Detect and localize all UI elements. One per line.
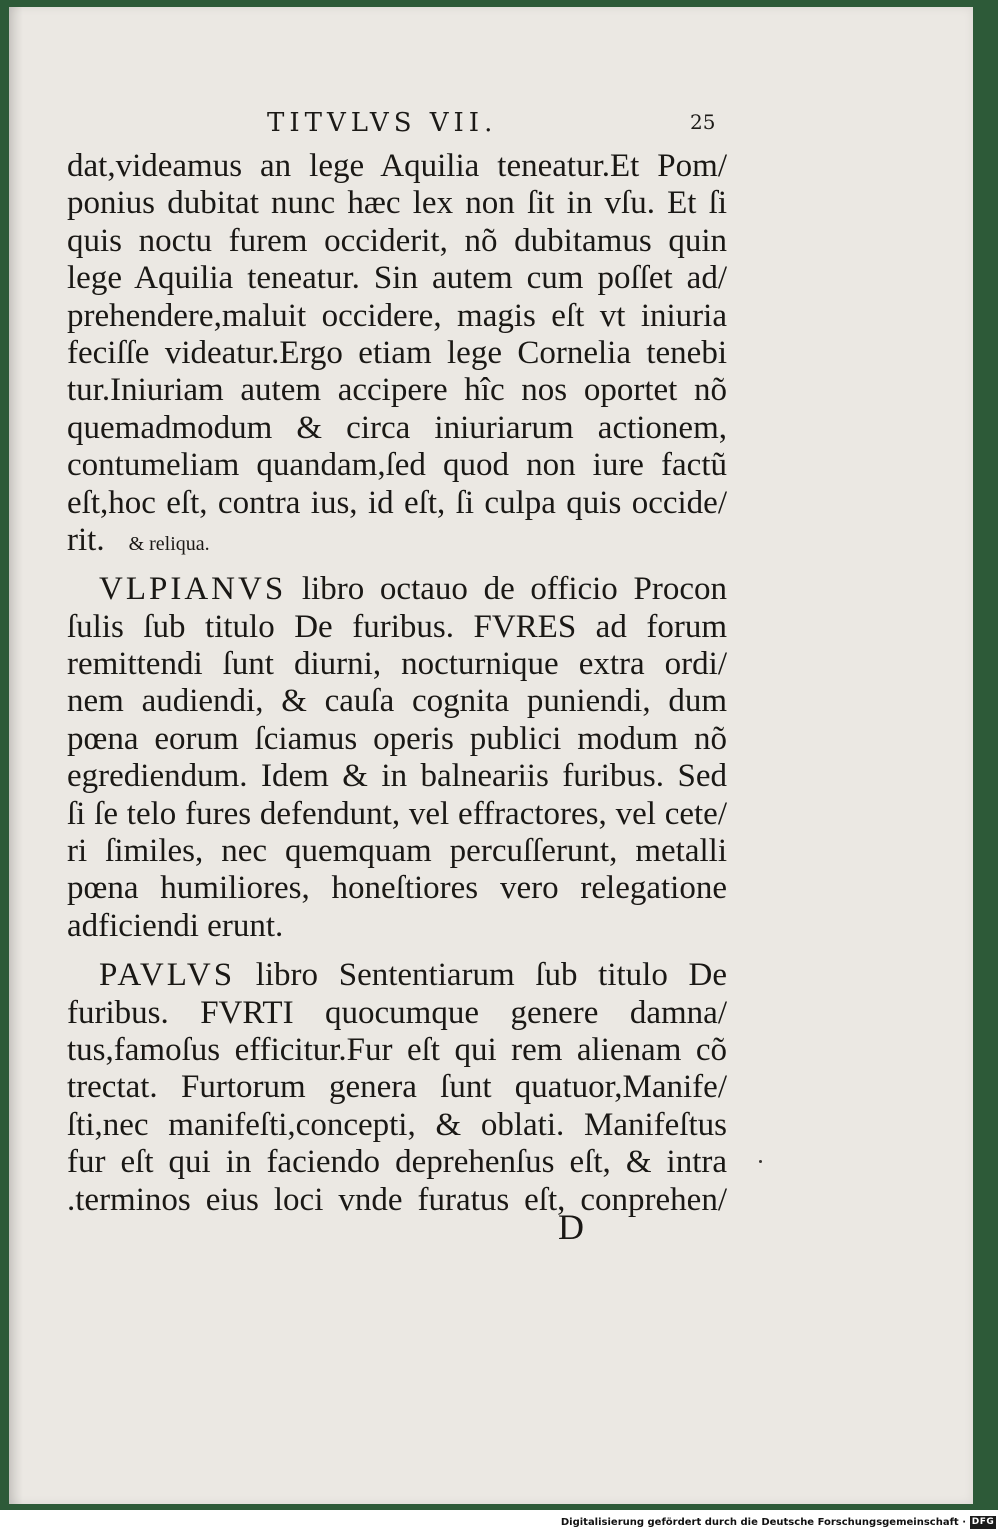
text-line: furibus. FVRTI quocumque genere damna/ — [67, 994, 727, 1031]
running-head — [9, 108, 973, 140]
ink-speck — [759, 1160, 762, 1163]
text-line: tus,famoſus efficitur.Fur eſt qui rem alienam cõ — [67, 1031, 727, 1068]
text-line: quis noctu furem occiderit, nõ dubitamus quin — [67, 222, 727, 259]
main-text-block — [67, 148, 727, 1219]
text-line: ponius dubitat nunc hæc lex non ſit in vſu. Et ſi — [67, 185, 727, 222]
text-line: ſulis ſub titulo De furibus. FVRES ad forum — [67, 608, 727, 645]
text-line: dat,videamus an lege Aquilia teneatur.Et Pom/ — [67, 148, 727, 184]
folio-number: 25 — [690, 110, 716, 134]
text-line: nem audiendi, & cauſa cognita puniendi, dum — [67, 683, 727, 720]
paragraph-gap — [67, 559, 727, 571]
author-lead-ulpianus: VLPIANVS — [99, 571, 287, 608]
text-line: contumeliam quandam,ſed quod non iure factũ — [67, 447, 727, 484]
paragraph-first-line-rest: libro Sententiarum ſub titulo De — [255, 957, 727, 994]
text-line: remittendi ſunt diurni, nocturnique extra ordi/ — [67, 646, 727, 683]
reliqua-note: & reliqua. — [128, 532, 210, 555]
text-line — [67, 957, 727, 994]
text-line: pœna humiliores, honeſtiores vero relegatione — [67, 870, 727, 907]
text-line: ri ſimiles, nec quemquam percuſſerunt, metalli — [67, 833, 727, 870]
book-page — [9, 7, 973, 1504]
paragraph-end-word: rit. — [67, 521, 105, 558]
text-line: quemadmodum & circa iniuriarum actionem, — [67, 409, 727, 446]
running-title: TITVLVS VII. — [267, 108, 498, 138]
dfg-logo: DFG — [971, 1517, 995, 1527]
catchword-signature: D — [558, 1207, 584, 1247]
text-line: tur.Iniuriam autem accipere hîc nos oportet nõ — [67, 372, 727, 409]
text-line: ſti,nec manifeſti,concepti, & oblati. Manifeſtus — [67, 1106, 727, 1143]
text-line: ſi ſe telo fures defendunt, vel effractores, vel cete/ — [67, 795, 727, 832]
text-line: fur eſt qui in faciendo deprehenſus eſt, & intra — [67, 1144, 727, 1181]
text-line: egrediendum. Idem & in balneariis furibus. Sed — [67, 758, 727, 795]
text-line: trectat. Furtorum genera ſunt quatuor,Manife/ — [67, 1069, 727, 1106]
paragraph-first-line-rest: libro octauo de officio Procon — [301, 571, 727, 608]
text-line: .terminos eius loci vnde furatus eſt, conprehen/ — [67, 1181, 727, 1218]
author-lead-paulus: PAVLVS — [99, 957, 236, 994]
text-line: adficiendi erunt. — [67, 907, 284, 944]
text-line: prehendere,maluit occidere, magis eſt vt iniuria — [67, 297, 727, 334]
funding-credit: Digitalisierung gefördert durch die Deutsche Forschungsgemeinschaft · — [560, 1517, 966, 1528]
text-line — [67, 571, 727, 608]
paragraph-gap — [67, 945, 727, 957]
text-line: eſt,hoc eſt, contra ius, id eſt, ſi culpa quis occide/ — [67, 484, 727, 521]
text-line — [67, 522, 727, 559]
text-line: lege Aquilia teneatur. Sin autem cum poſſet ad/ — [67, 260, 727, 297]
text-line: pœna eorum ſciamus operis publici modum nõ — [67, 720, 727, 757]
text-line: feciſſe videatur.Ergo etiam lege Cornelia tenebi — [67, 334, 727, 371]
